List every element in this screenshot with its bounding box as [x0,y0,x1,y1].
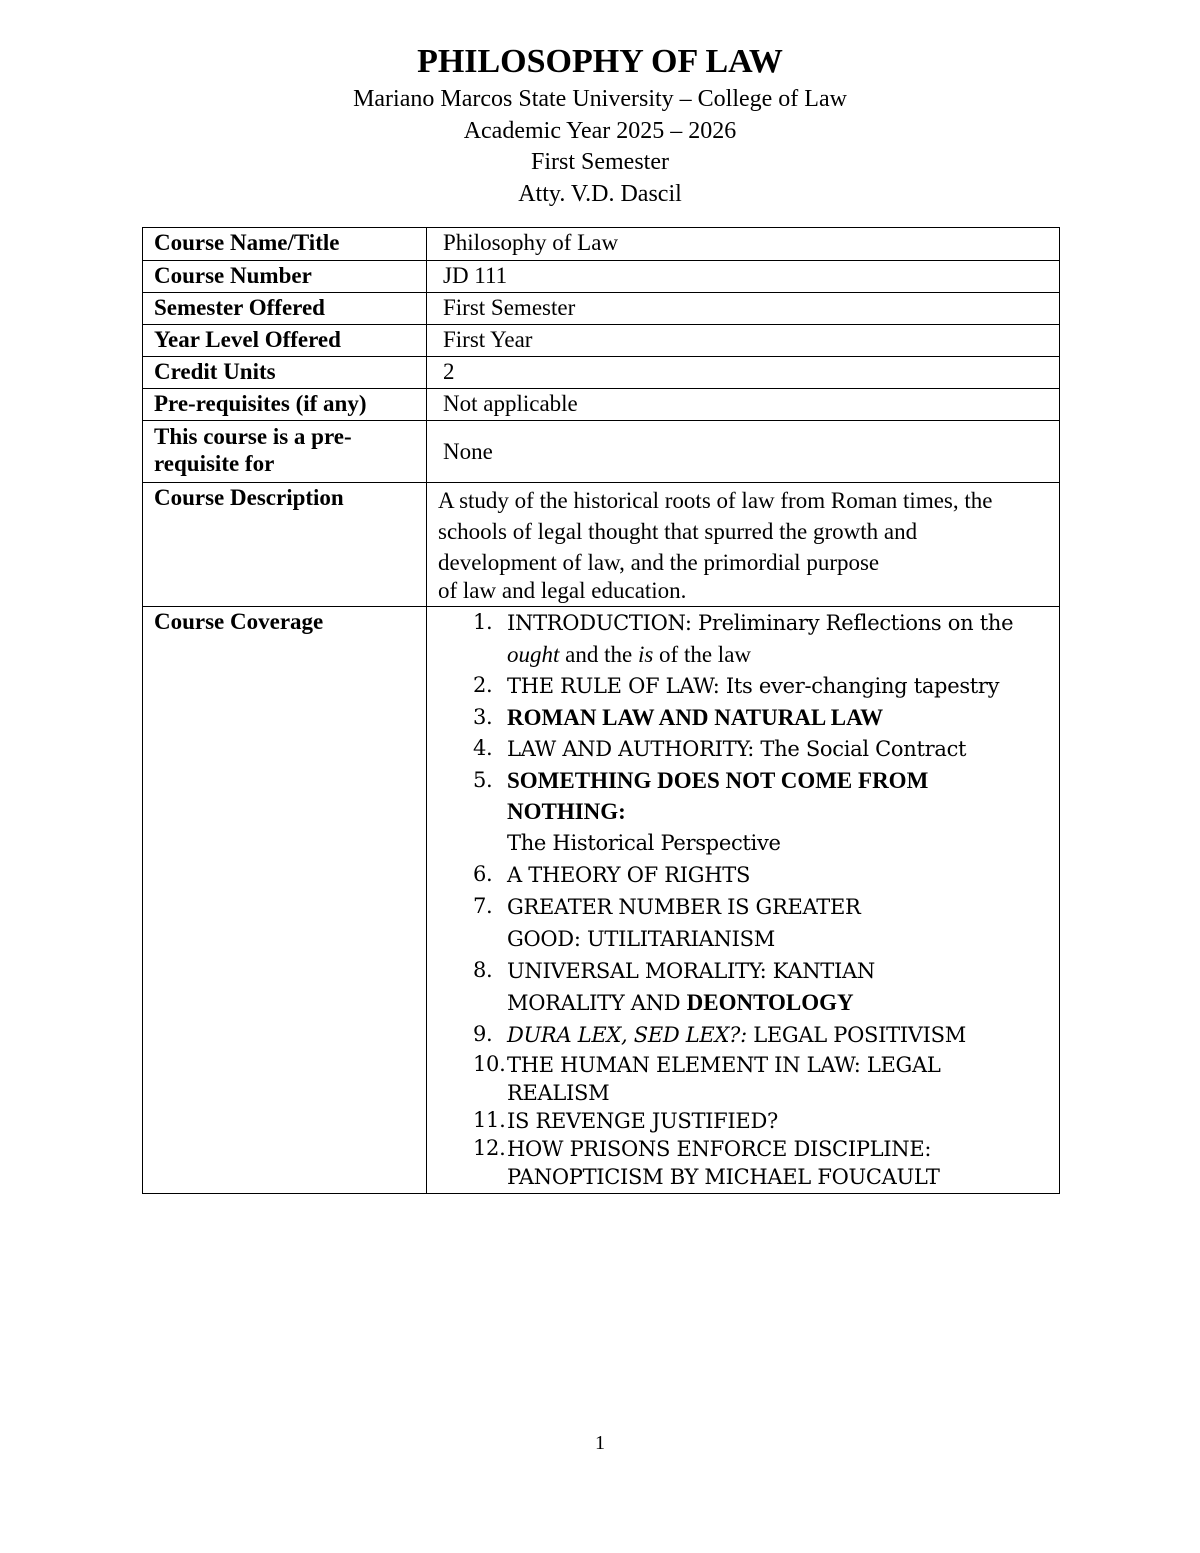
course-name-value: Philosophy of Law [427,228,1060,261]
prerequisites-value: Not applicable [427,389,1060,421]
description-value [427,483,1060,607]
table-row [143,421,1060,483]
coverage-label: Course Coverage [143,607,427,1194]
list-item [427,607,1059,670]
list-item [427,670,1059,702]
table-row [143,483,1060,607]
coverage-list [427,607,1059,1191]
list-item [427,702,1059,733]
item-number: 11. [473,1108,506,1132]
semester-line: First Semester [531,149,669,175]
credit-units-label: Credit Units [143,357,427,389]
table-row [143,389,1060,421]
item-number: 10. [473,1052,506,1076]
item-number: 3. [473,705,493,729]
item-text: INTRODUCTION: Preliminary Reflections on the [507,611,1014,635]
item-text: and the [559,642,638,667]
list-item [427,1107,1059,1135]
description-line: schools of legal thought that spurred the growth and [438,519,918,544]
prerequisites-label: Pre-requisites (if any) [143,389,427,421]
credit-units-value: 2 [427,357,1060,389]
semester-offered-value: First Semester [427,293,1060,325]
item-text: The Historical Perspective [507,831,781,855]
page-title: PHILOSOPHY OF LAW [417,43,783,80]
item-number: 9. [473,1022,493,1046]
prereq-for-value: None [427,421,1060,483]
item-text: LAW AND AUTHORITY: The Social Contract [507,737,967,761]
table-row [143,228,1060,261]
item-text: HOW PRISONS ENFORCE DISCIPLINE: [507,1137,932,1161]
item-text: ROMAN LAW AND NATURAL LAW [507,705,884,730]
item-number: 8. [473,958,493,982]
list-item [427,1019,1059,1051]
item-text-italic: ought [507,642,560,667]
list-item [427,765,1059,859]
item-number: 12. [473,1136,506,1160]
list-item [427,1135,1059,1191]
item-text: A THEORY OF RIGHTS [507,863,751,887]
year-level-value: First Year [427,325,1060,357]
item-text: NOTHING: [507,799,626,824]
description-line: development of law, and the primordial purpose [438,550,880,575]
semester-offered-label: Semester Offered [143,293,427,325]
course-name-label: Course Name/Title [143,228,427,261]
item-number: 4. [473,736,493,760]
year-level-label: Year Level Offered [143,325,427,357]
item-number: 2. [473,673,493,697]
item-text: GREATER NUMBER IS GREATER [507,895,861,919]
course-number-label: Course Number [143,261,427,293]
item-text-italic: DURA LEX, SED LEX?: [507,1023,747,1047]
item-number: 7. [473,894,493,918]
table-row [143,293,1060,325]
instructor-line: Atty. V.D. Dascil [518,181,682,207]
list-item [427,891,1059,955]
table-row [143,325,1060,357]
item-text: THE HUMAN ELEMENT IN LAW: LEGAL [507,1053,941,1077]
list-item [427,1051,1059,1107]
table-row [143,261,1060,293]
item-number: 5. [473,768,493,792]
list-item [427,955,1059,1019]
table-row [143,607,1060,1194]
item-text: UNIVERSAL MORALITY: KANTIAN [507,959,875,983]
university-line: Mariano Marcos State University – College of Law [353,86,847,112]
description-line: of law and legal education. [438,578,687,603]
course-info-table [142,227,1060,1194]
item-text: LEGAL POSITIVISM [746,1023,966,1047]
item-text: PANOPTICISM BY MICHAEL FOUCAULT [507,1165,940,1189]
item-text: THE RULE OF LAW: Its ever-changing tapestry [507,674,1000,698]
item-number: 6. [473,862,493,886]
item-text: GOOD: UTILITARIANISM [507,927,775,951]
description-label: Course Description [143,483,427,607]
course-number-value: JD 111 [427,261,1060,293]
item-text: REALISM [507,1081,610,1105]
item-number: 1. [473,610,493,634]
coverage-value [427,607,1060,1194]
table-row [143,357,1060,389]
item-text: DEONTOLOGY [686,990,854,1015]
item-text: MORALITY AND [507,991,687,1015]
item-text: IS REVENGE JUSTIFIED? [507,1109,778,1133]
list-item [427,859,1059,891]
item-text-italic: is [637,642,654,667]
academic-year-line: Academic Year 2025 – 2026 [463,118,737,144]
item-text: of the law [653,642,752,667]
description-line: A study of the historical roots of law from Roman times, the [438,488,993,513]
prereq-for-label: This course is a pre-requisite for [143,421,427,483]
item-text: SOMETHING DOES NOT COME FROM [507,768,929,793]
page-number: 1 [595,1432,605,1454]
list-item [427,733,1059,765]
